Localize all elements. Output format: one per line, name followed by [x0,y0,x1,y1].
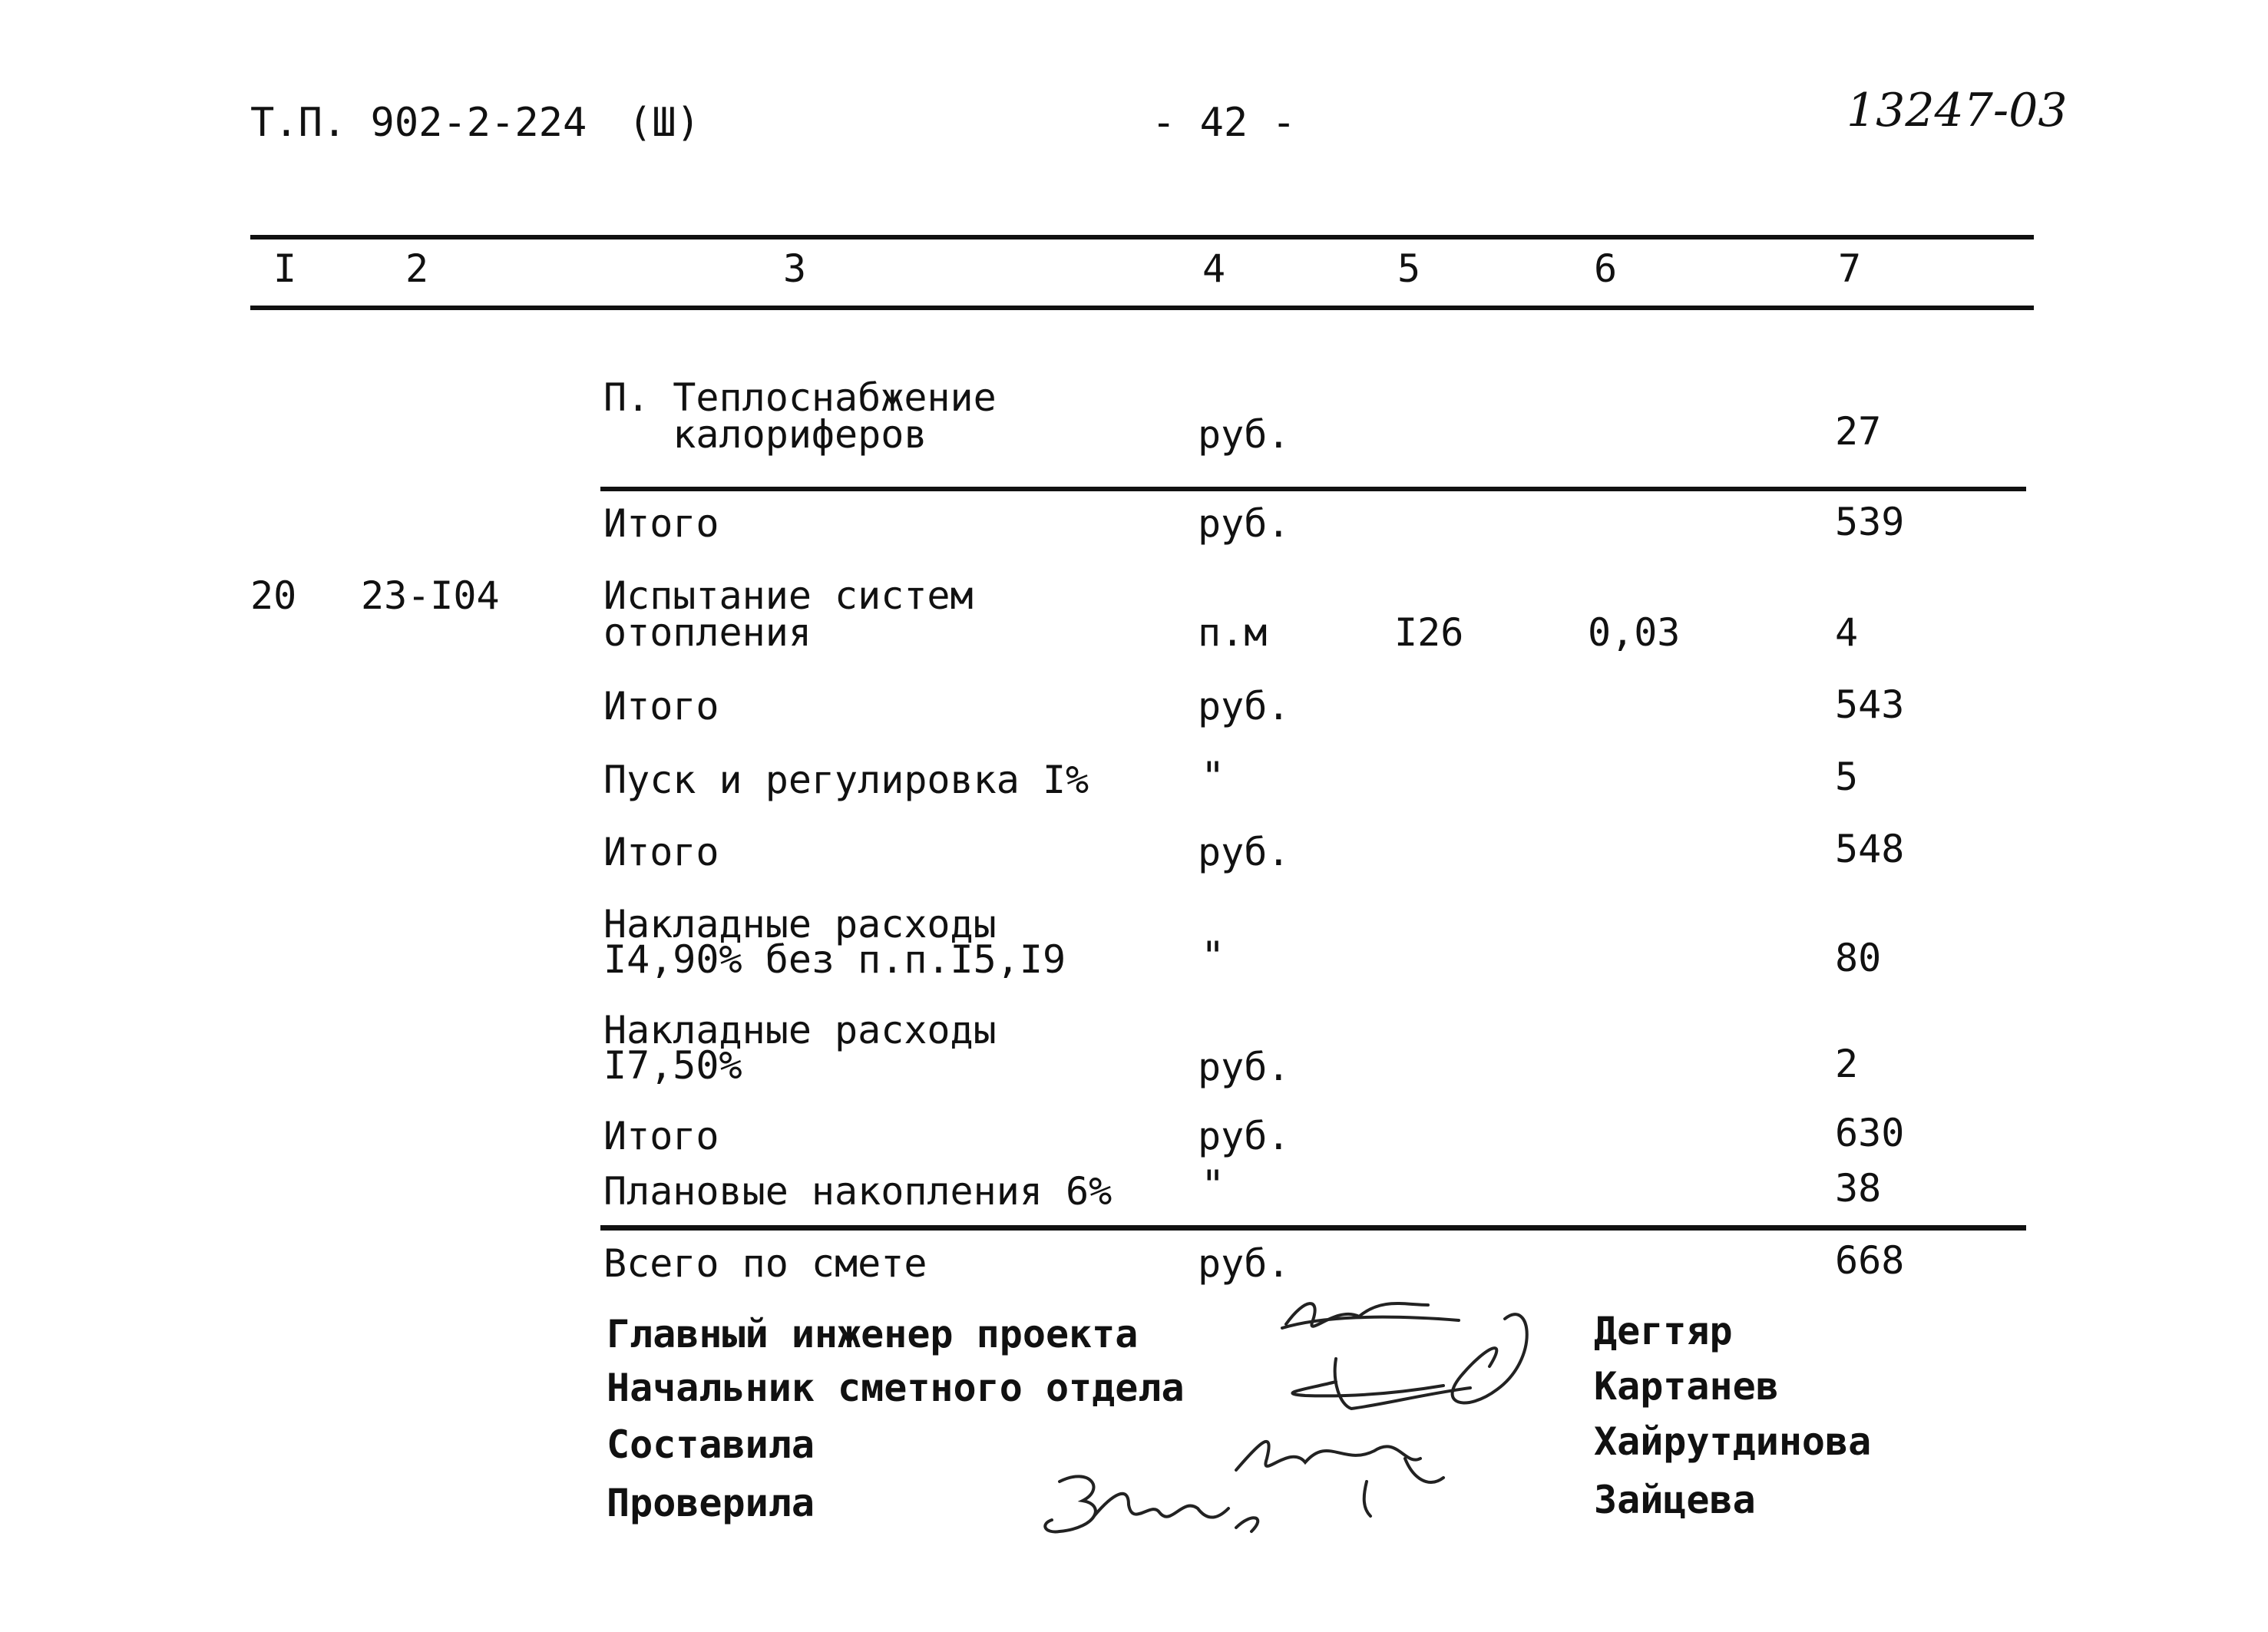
grand-total-rule [600,1225,2026,1231]
column-header: 4 [1202,246,1226,291]
row-quantity: I26 [1394,610,1464,655]
row-text: Всего по смете [603,1241,927,1286]
row-text: Итого [603,1114,719,1158]
row-total: 5 [1835,755,1859,799]
row-total: 27 [1835,409,1882,454]
row-text: Итого [603,830,719,874]
row-text: П. Теплоснабжение [603,375,997,420]
row-unit: руб. [1198,1045,1291,1089]
table-top-rule [250,235,2034,240]
row-unit: руб. [1198,684,1291,728]
row-text: Пуск и регулировка I% [603,758,1089,802]
row-text: Итого [603,684,719,728]
row-unit: руб. [1198,830,1291,874]
row-total: 2 [1835,1042,1859,1086]
signature-name: Зайцева [1594,1478,1756,1522]
row-total: 630 [1835,1111,1905,1155]
row-text: Итого [603,501,719,546]
row-total: 548 [1835,827,1905,871]
signature-name: Хайрутдинова [1594,1419,1872,1464]
archive-number: 13247-03 [1846,84,2068,137]
column-header: 7 [1838,246,1862,291]
row-total: 543 [1835,682,1905,727]
column-header: 6 [1594,246,1618,291]
row-number: 20 [250,573,297,618]
signature-role: Составила [607,1422,815,1467]
row-rate: 0,03 [1588,610,1681,655]
column-header: 3 [783,246,807,291]
row-total: 80 [1835,936,1882,980]
column-header: I [273,246,297,291]
column-header: 5 [1397,246,1421,291]
row-text: Накладные расходы [603,1008,997,1052]
row-total: 539 [1835,500,1905,544]
row-text: I7,50% [603,1043,742,1088]
column-header: 2 [405,246,429,291]
table-header-rule [250,306,2034,310]
subtotal-rule [600,487,2026,491]
signature-name: Дегтяр [1594,1309,1733,1353]
row-unit: руб. [1198,1114,1291,1158]
row-text: калориферов [603,412,927,457]
row-text: I4,90% без п.п.I5,I9 [603,937,1066,982]
row-unit: руб. [1198,412,1291,457]
row-text: отопления [603,610,812,655]
row-text: Испытание систем [603,573,974,618]
doc-code: Т.П. 902-2-224 [250,100,587,146]
row-code: 23-I04 [361,573,500,618]
row-text: Накладные расходы [603,902,997,946]
signature-role: Главный инженер проекта [607,1312,1139,1356]
row-total: 668 [1835,1238,1905,1283]
signature-role: Проверила [607,1481,815,1525]
row-unit: руб. [1198,1241,1291,1286]
row-text: Плановые накопления 6% [603,1169,1113,1214]
row-unit: п.м [1198,610,1268,655]
page-number: - 42 - [1152,100,1296,146]
row-total: 38 [1835,1166,1882,1211]
row-unit: " [1201,933,1225,980]
row-total: 4 [1835,610,1859,655]
signature-role: Начальник сметного отдела [607,1366,1185,1410]
signature-name: Картанев [1594,1364,1779,1409]
row-unit: " [1201,1162,1225,1208]
doc-part: (Ш) [628,100,700,146]
row-unit: " [1201,754,1225,800]
row-unit: руб. [1198,501,1291,546]
